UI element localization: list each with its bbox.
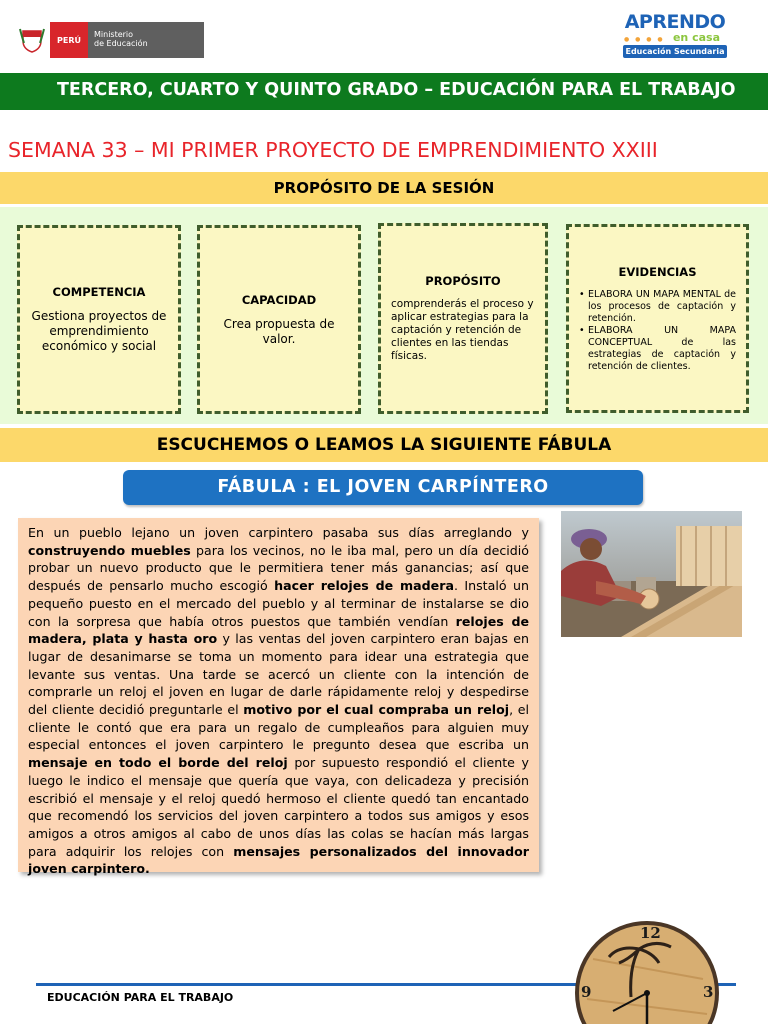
story-bold-run: mensajes personalizados del innovador joven carpintero. xyxy=(28,843,529,877)
listen-heading-bar xyxy=(0,428,768,462)
aprendo-title: APRENDO xyxy=(624,11,726,33)
peru-label: PERÚ xyxy=(50,22,88,58)
story-run: por supuesto respondió el cliente y luego le indico el mensaje que quería que vaya, con delicadeza y precisión escribió el mensaje y el reloj quedó hermoso el cliente quedó tan encantado que recomendó los servicios del joven carpintero a todos sus amigos y esos amigos a otros amigos al cabo de unos días las colas se hacían más largas para adquirir los relojes con xyxy=(28,755,529,859)
card-capacidad xyxy=(197,225,361,414)
purpose-heading: PROPÓSITO DE LA SESIÓN xyxy=(273,179,495,197)
purpose-heading-bar xyxy=(0,172,768,204)
aprendo-level-band: Educación Secundaria xyxy=(623,45,727,58)
story-run: . Instaló un pequeño puesto en el mercado del pueblo y al terminar de instalarse se dio con la sorpresa que había otros puestos que también vendían xyxy=(28,578,529,629)
card-evidencias xyxy=(566,224,749,413)
fable-story-text xyxy=(28,524,529,878)
story-run: , el cliente le contó que era para un regalo de cumpleaños para alguien muy especial entonces el joven carpintero le pregunto desea que escriba un xyxy=(28,702,529,753)
evidencias-list xyxy=(579,289,736,373)
card-capacidad-body: Crea propuesta de valor. xyxy=(223,316,335,346)
card-proposito-body: comprenderás el proceso y aplicar estrategias para la captación y retención de clientes en las tiendas físicas. xyxy=(391,298,534,362)
story-run: para los vecinos, no le iba mal, pero un día decidió probar un nuevo producto que le permitiera tener más ganancias; así que después de pensarlo mucho escogió xyxy=(28,542,529,594)
listen-heading: ESCUCHEMOS O LEAMOS LA SIGUIENTE FÁBULA xyxy=(156,435,612,455)
peru-shield-icon xyxy=(14,22,50,58)
card-capacidad-title: CAPACIDAD xyxy=(241,292,317,307)
story-bold-run: mensaje en todo el borde del reloj xyxy=(28,755,288,771)
clock-twelve: 12 xyxy=(640,924,661,942)
card-competencia xyxy=(17,225,181,414)
decorative-dots-icon: ● ● ● ● xyxy=(624,36,665,43)
fable-title: FÁBULA : EL JOVEN CARPÍNTERO xyxy=(217,477,549,497)
story-bold-run: hacer relojes de madera xyxy=(274,578,454,594)
grade-band xyxy=(0,73,768,110)
story-run: En un pueblo lejano un joven carpintero pasaba sus días arreglando y xyxy=(28,525,529,540)
week-title: SEMANA 33 – MI PRIMER PROYECTO DE EMPRENDIMIENTO XXIII xyxy=(8,138,658,162)
ministry-label: Ministerio de Educación xyxy=(88,22,204,58)
grade-band-text: TERCERO, CUARTO Y QUINTO GRADO – EDUCACIÓN PARA EL TRABAJO xyxy=(57,80,736,100)
wooden-clock-image xyxy=(573,919,721,1024)
fable-story-box xyxy=(18,518,539,877)
story-bold-run: construyendo muebles xyxy=(28,542,191,558)
clock-three: 3 xyxy=(703,983,714,1001)
aprendo-en-casa-logo xyxy=(620,12,730,64)
clock-nine: 9 xyxy=(581,983,592,1001)
minedu-logo xyxy=(14,22,204,58)
card-evidencias-title: EVIDENCIAS xyxy=(618,264,697,279)
card-proposito xyxy=(378,223,548,414)
card-proposito-title: PROPÓSITO xyxy=(425,274,501,288)
card-competencia-body: Gestiona proyectos de emprendimiento económico y social xyxy=(31,309,167,353)
card-competencia-title: COMPETENCIA xyxy=(52,285,146,299)
story-run: y las ventas del joven carpintero eran bajas en lugar de desanimarse se toma un momento para idear una estrategia que levante sus ventas. Una tarde se acercó un cliente con la intención de comprarle un reloj el joven en lugar de darle rápidamente reloj y despedirse del cliente decidió preguntarle el xyxy=(28,631,529,718)
aprendo-subtitle: en casa xyxy=(672,31,720,44)
footer-label: EDUCACIÓN PARA EL TRABAJO xyxy=(47,991,234,1004)
evidencia-item: • ELABORA UN MAPA CONCEPTUAL de las estrategias de captación y retención de clientes. xyxy=(579,325,736,373)
story-bold-run: relojes de madera, plata y hasta oro xyxy=(28,613,529,647)
fable-title-pill xyxy=(123,470,643,505)
evidencia-item: • ELABORA UN MAPA MENTAL de los procesos de captación y retención. xyxy=(579,289,736,325)
story-bold-run: motivo por el cual compraba un reloj xyxy=(243,702,510,718)
carpenter-photo xyxy=(561,511,742,637)
